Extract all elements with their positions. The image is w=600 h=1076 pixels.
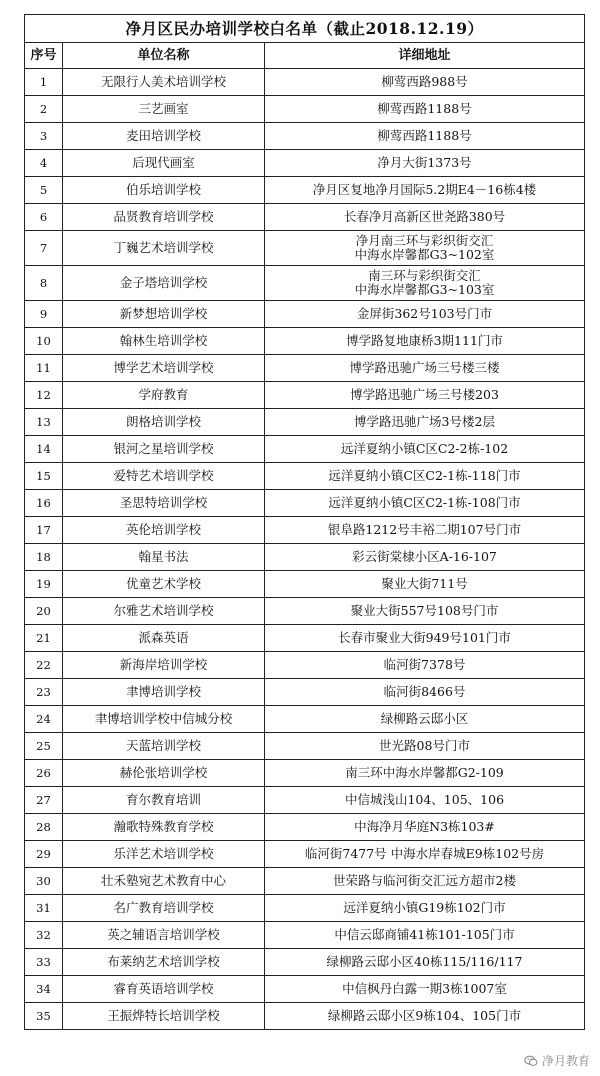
school-name: 瀚歌特殊教育学校 xyxy=(63,814,265,841)
address-line: 中海水岸馨都G3~102室 xyxy=(354,247,495,262)
school-name: 学府教育 xyxy=(63,382,265,409)
school-name: 新海岸培训学校 xyxy=(63,652,265,679)
school-name: 朗格培训学校 xyxy=(63,409,265,436)
school-address xyxy=(265,382,585,409)
row-number: 14 xyxy=(25,436,63,463)
address-line: 长春净月高新区世尧路380号 xyxy=(343,209,506,224)
row-number: 2 xyxy=(25,96,63,123)
address-line: 绿柳路云邸小区9栋104、105门市 xyxy=(327,1008,522,1023)
school-address xyxy=(265,544,585,571)
school-address xyxy=(265,355,585,382)
row-number: 8 xyxy=(25,266,63,301)
school-name: 丁巍艺术培训学校 xyxy=(63,231,265,266)
school-address xyxy=(265,490,585,517)
table-row xyxy=(25,976,585,1003)
address-line: 长春市聚业大街949号101门市 xyxy=(338,630,511,645)
row-number: 10 xyxy=(25,328,63,355)
school-name: 翰林生培训学校 xyxy=(63,328,265,355)
school-name: 无限行人美术培训学校 xyxy=(63,69,265,96)
address-line: 世荣路与临河街交汇远方超市2楼 xyxy=(333,873,516,888)
table-row xyxy=(25,787,585,814)
school-address xyxy=(265,301,585,328)
row-number: 17 xyxy=(25,517,63,544)
address-line: 净月南三环与彩织街交汇 xyxy=(355,233,494,248)
address-line: 金屏街362号103号门市 xyxy=(356,306,493,321)
school-name: 聿博培训学校 xyxy=(63,679,265,706)
school-address xyxy=(265,895,585,922)
table-row xyxy=(25,436,585,463)
school-name: 英伦培训学校 xyxy=(63,517,265,544)
address-line: 中信枫丹白露一期3栋1007室 xyxy=(342,981,507,996)
school-address xyxy=(265,841,585,868)
watermark xyxy=(520,1051,594,1070)
row-number: 13 xyxy=(25,409,63,436)
address-line: 南三环中海水岸馨都G2-109 xyxy=(345,765,504,780)
school-address xyxy=(265,231,585,266)
table-row xyxy=(25,177,585,204)
row-number: 22 xyxy=(25,652,63,679)
address-line: 净月区复地净月国际5.2期E4－16栋4楼 xyxy=(312,182,537,197)
address-line: 博学路迅驰广场三号楼203 xyxy=(350,387,499,402)
school-address xyxy=(265,679,585,706)
school-address xyxy=(265,598,585,625)
school-name: 壮禾塾宛艺术教育中心 xyxy=(63,868,265,895)
school-name: 育尔教育培训 xyxy=(63,787,265,814)
table-row xyxy=(25,814,585,841)
row-number: 1 xyxy=(25,69,63,96)
table-row xyxy=(25,490,585,517)
table-row xyxy=(25,733,585,760)
school-address xyxy=(265,409,585,436)
table-row xyxy=(25,204,585,231)
school-name: 博学艺术培训学校 xyxy=(63,355,265,382)
school-name: 赫伦张培训学校 xyxy=(63,760,265,787)
address-line: 柳莺西路988号 xyxy=(381,74,468,89)
address-line: 中信云邸商铺41栋101-105门市 xyxy=(334,927,515,942)
address-line: 中海净月华庭N3栋103# xyxy=(354,819,495,834)
school-address xyxy=(265,652,585,679)
table-row xyxy=(25,1003,585,1030)
row-number: 30 xyxy=(25,868,63,895)
table-row xyxy=(25,760,585,787)
table-row xyxy=(25,123,585,150)
table-row xyxy=(25,571,585,598)
table-header-row xyxy=(25,43,585,69)
table-row xyxy=(25,96,585,123)
school-address xyxy=(265,1003,585,1030)
address-line: 彩云街棠棣小区A-16-107 xyxy=(352,549,497,564)
address-line: 柳莺西路1188号 xyxy=(377,128,472,143)
address-line: 博学路复地康桥3期111门市 xyxy=(346,333,503,348)
school-address xyxy=(265,625,585,652)
table-row xyxy=(25,150,585,177)
school-address xyxy=(265,571,585,598)
row-number: 35 xyxy=(25,1003,63,1030)
row-number: 28 xyxy=(25,814,63,841)
row-number: 19 xyxy=(25,571,63,598)
school-address xyxy=(265,976,585,1003)
school-address xyxy=(265,204,585,231)
table-row xyxy=(25,328,585,355)
table-row xyxy=(25,598,585,625)
watermark-text: 净月教育 xyxy=(541,1054,590,1068)
school-address xyxy=(265,706,585,733)
row-number: 27 xyxy=(25,787,63,814)
school-name: 爱特艺术培训学校 xyxy=(63,463,265,490)
row-number: 12 xyxy=(25,382,63,409)
address-line: 绿柳路云邸小区 xyxy=(380,711,469,726)
school-address xyxy=(265,922,585,949)
school-address xyxy=(265,69,585,96)
school-address xyxy=(265,436,585,463)
table-row xyxy=(25,895,585,922)
table-row xyxy=(25,679,585,706)
school-name: 名广教育培训学校 xyxy=(63,895,265,922)
school-address xyxy=(265,328,585,355)
table-row xyxy=(25,231,585,266)
table-row xyxy=(25,841,585,868)
school-name: 伯乐培训学校 xyxy=(63,177,265,204)
table-row xyxy=(25,355,585,382)
school-name: 麦田培训学校 xyxy=(63,123,265,150)
table-body xyxy=(25,69,585,1030)
address-line: 中信城浅山104、105、106 xyxy=(344,792,505,807)
row-number: 18 xyxy=(25,544,63,571)
row-number: 6 xyxy=(25,204,63,231)
school-name: 三艺画室 xyxy=(63,96,265,123)
school-address xyxy=(265,733,585,760)
row-number: 29 xyxy=(25,841,63,868)
school-name: 聿博培训学校中信城分校 xyxy=(63,706,265,733)
school-address xyxy=(265,517,585,544)
school-address xyxy=(265,760,585,787)
school-address xyxy=(265,150,585,177)
row-number: 20 xyxy=(25,598,63,625)
address-line: 绿柳路云邸小区40栋115/116/117 xyxy=(326,954,523,969)
school-name: 品贤教育培训学校 xyxy=(63,204,265,231)
address-line: 临河街8466号 xyxy=(383,684,466,699)
school-address xyxy=(265,787,585,814)
school-address xyxy=(265,266,585,301)
row-number: 34 xyxy=(25,976,63,1003)
table-row xyxy=(25,868,585,895)
address-line: 临河街7378号 xyxy=(383,657,466,672)
whitelist-document xyxy=(24,14,584,1030)
school-address xyxy=(265,949,585,976)
address-line: 聚业大街711号 xyxy=(381,576,468,591)
row-number: 9 xyxy=(25,301,63,328)
row-number: 7 xyxy=(25,231,63,266)
school-name: 金子塔培训学校 xyxy=(63,266,265,301)
address-line: 博学路迅驰广场三号楼三楼 xyxy=(349,360,500,375)
address-line: 世光路08号门市 xyxy=(379,738,470,753)
address-line: 柳莺西路1188号 xyxy=(377,101,472,116)
address-line: 远洋夏纳小镇C区C2-1栋-118门市 xyxy=(328,468,521,483)
column-header-address: 详细地址 xyxy=(265,43,585,69)
table-row xyxy=(25,266,585,301)
school-name: 王振烨特长培训学校 xyxy=(63,1003,265,1030)
table-row xyxy=(25,922,585,949)
school-address xyxy=(265,463,585,490)
table-row xyxy=(25,949,585,976)
address-line: 银阜路1212号丰裕二期107号门市 xyxy=(327,522,522,537)
school-name: 天蓝培训学校 xyxy=(63,733,265,760)
wechat-icon xyxy=(524,1054,538,1068)
row-number: 16 xyxy=(25,490,63,517)
school-name: 后现代画室 xyxy=(63,150,265,177)
school-name: 睿育英语培训学校 xyxy=(63,976,265,1003)
school-address xyxy=(265,177,585,204)
table-title: 净月区民办培训学校白名单（截止2018.12.19） xyxy=(25,15,585,43)
address-line: 聚业大街557号108号门市 xyxy=(350,603,499,618)
address-line: 南三环与彩织街交汇 xyxy=(368,268,481,283)
school-address xyxy=(265,868,585,895)
address-line: 远洋夏纳小镇C区C2-1栋-108门市 xyxy=(328,495,521,510)
address-line: 远洋夏纳小镇G19栋102门市 xyxy=(343,900,506,915)
school-name: 圣思特培训学校 xyxy=(63,490,265,517)
school-name: 优童艺术学校 xyxy=(63,571,265,598)
table-row xyxy=(25,382,585,409)
row-number: 23 xyxy=(25,679,63,706)
row-number: 25 xyxy=(25,733,63,760)
row-number: 33 xyxy=(25,949,63,976)
table-row xyxy=(25,517,585,544)
school-address xyxy=(265,814,585,841)
table-row xyxy=(25,69,585,96)
column-header-name: 单位名称 xyxy=(63,43,265,69)
row-number: 15 xyxy=(25,463,63,490)
school-name: 银河之星培训学校 xyxy=(63,436,265,463)
school-address xyxy=(265,96,585,123)
whitelist-table xyxy=(24,14,585,1030)
school-address xyxy=(265,123,585,150)
school-name: 尔雅艺术培训学校 xyxy=(63,598,265,625)
school-name: 新梦想培训学校 xyxy=(63,301,265,328)
table-row xyxy=(25,301,585,328)
address-line: 中海水岸馨都G3~103室 xyxy=(354,282,495,297)
table-row xyxy=(25,706,585,733)
column-header-number: 序号 xyxy=(25,43,63,69)
school-name: 布莱纳艺术培训学校 xyxy=(63,949,265,976)
row-number: 11 xyxy=(25,355,63,382)
school-name: 英之辅语言培训学校 xyxy=(63,922,265,949)
table-row xyxy=(25,544,585,571)
table-row xyxy=(25,463,585,490)
row-number: 21 xyxy=(25,625,63,652)
address-line: 博学路迅驰广场3号楼2层 xyxy=(354,414,495,429)
row-number: 24 xyxy=(25,706,63,733)
row-number: 31 xyxy=(25,895,63,922)
school-name: 派森英语 xyxy=(63,625,265,652)
row-number: 3 xyxy=(25,123,63,150)
address-line: 临河街7477号 中海水岸春城E9栋102号房 xyxy=(304,846,545,861)
school-name: 乐洋艺术培训学校 xyxy=(63,841,265,868)
row-number: 26 xyxy=(25,760,63,787)
school-name: 翰星书法 xyxy=(63,544,265,571)
table-row xyxy=(25,409,585,436)
address-line: 净月大街1373号 xyxy=(377,155,472,170)
table-row xyxy=(25,625,585,652)
table-row xyxy=(25,652,585,679)
row-number: 5 xyxy=(25,177,63,204)
address-line: 远洋夏纳小镇C区C2-2栋-102 xyxy=(340,441,509,456)
row-number: 4 xyxy=(25,150,63,177)
row-number: 32 xyxy=(25,922,63,949)
